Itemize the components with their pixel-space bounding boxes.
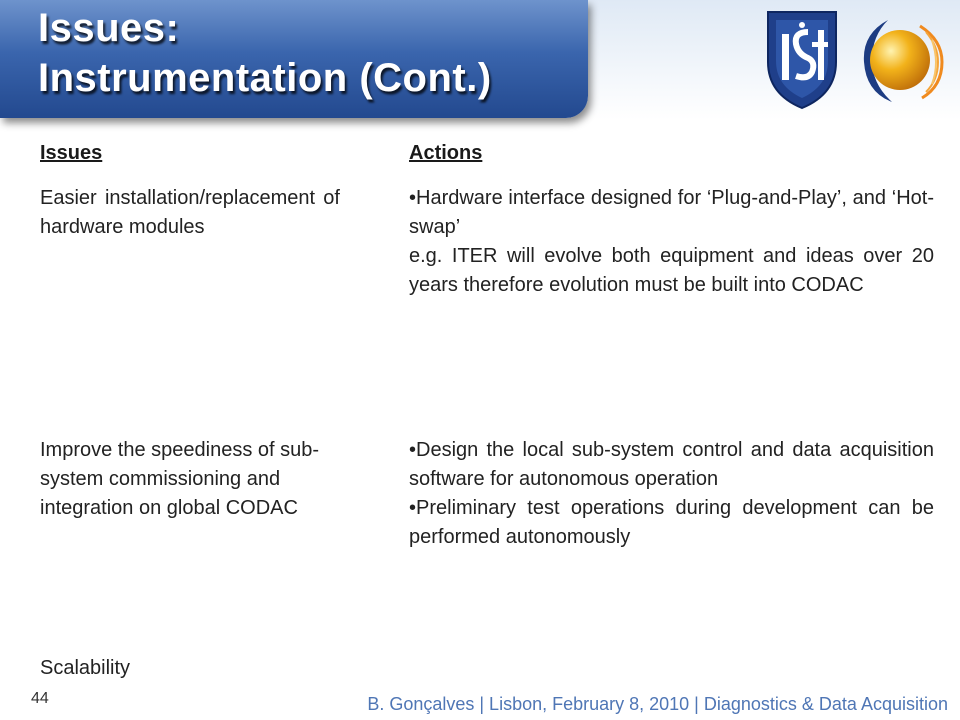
- footer-text: B. Gonçalves | Lisbon, February 8, 2010 | Diagnostics & Data Acquisition: [367, 694, 948, 714]
- issue-text: Easier installation/replacement of hardware modules: [40, 187, 340, 238]
- ipfn-sphere-logo: [858, 12, 948, 108]
- slide-title-line-1: Issues:: [38, 6, 180, 50]
- action-list: [409, 436, 934, 552]
- issue-text: Improve the speediness of sub-system commissioning and integration on global CODAC: [40, 439, 320, 519]
- page-number: 44: [31, 690, 49, 707]
- action-item: •Preliminary test operations during development can be performed autonomously: [409, 497, 934, 548]
- ist-shield-logo: [762, 6, 842, 112]
- action-item: e.g. ITER will evolve both equipment and ideas over 20 years therefore evolution must be built into CODAC: [409, 245, 934, 296]
- slide-title-line-2: Instrumentation (Cont.): [38, 56, 492, 100]
- action-item: •Design the local sub-system control and data acquisition software for autonomous operation: [409, 439, 934, 490]
- issues-column-header: Issues: [40, 142, 103, 164]
- action-item: •Hardware interface designed for ‘Plug-and-Play’, and ‘Hot-swap’: [409, 187, 934, 238]
- actions-column-header: Actions: [409, 142, 483, 164]
- action-list: [409, 184, 934, 300]
- slide-header: [0, 0, 960, 120]
- issue-text: Scalability: [40, 657, 131, 679]
- title-banner: [0, 0, 588, 118]
